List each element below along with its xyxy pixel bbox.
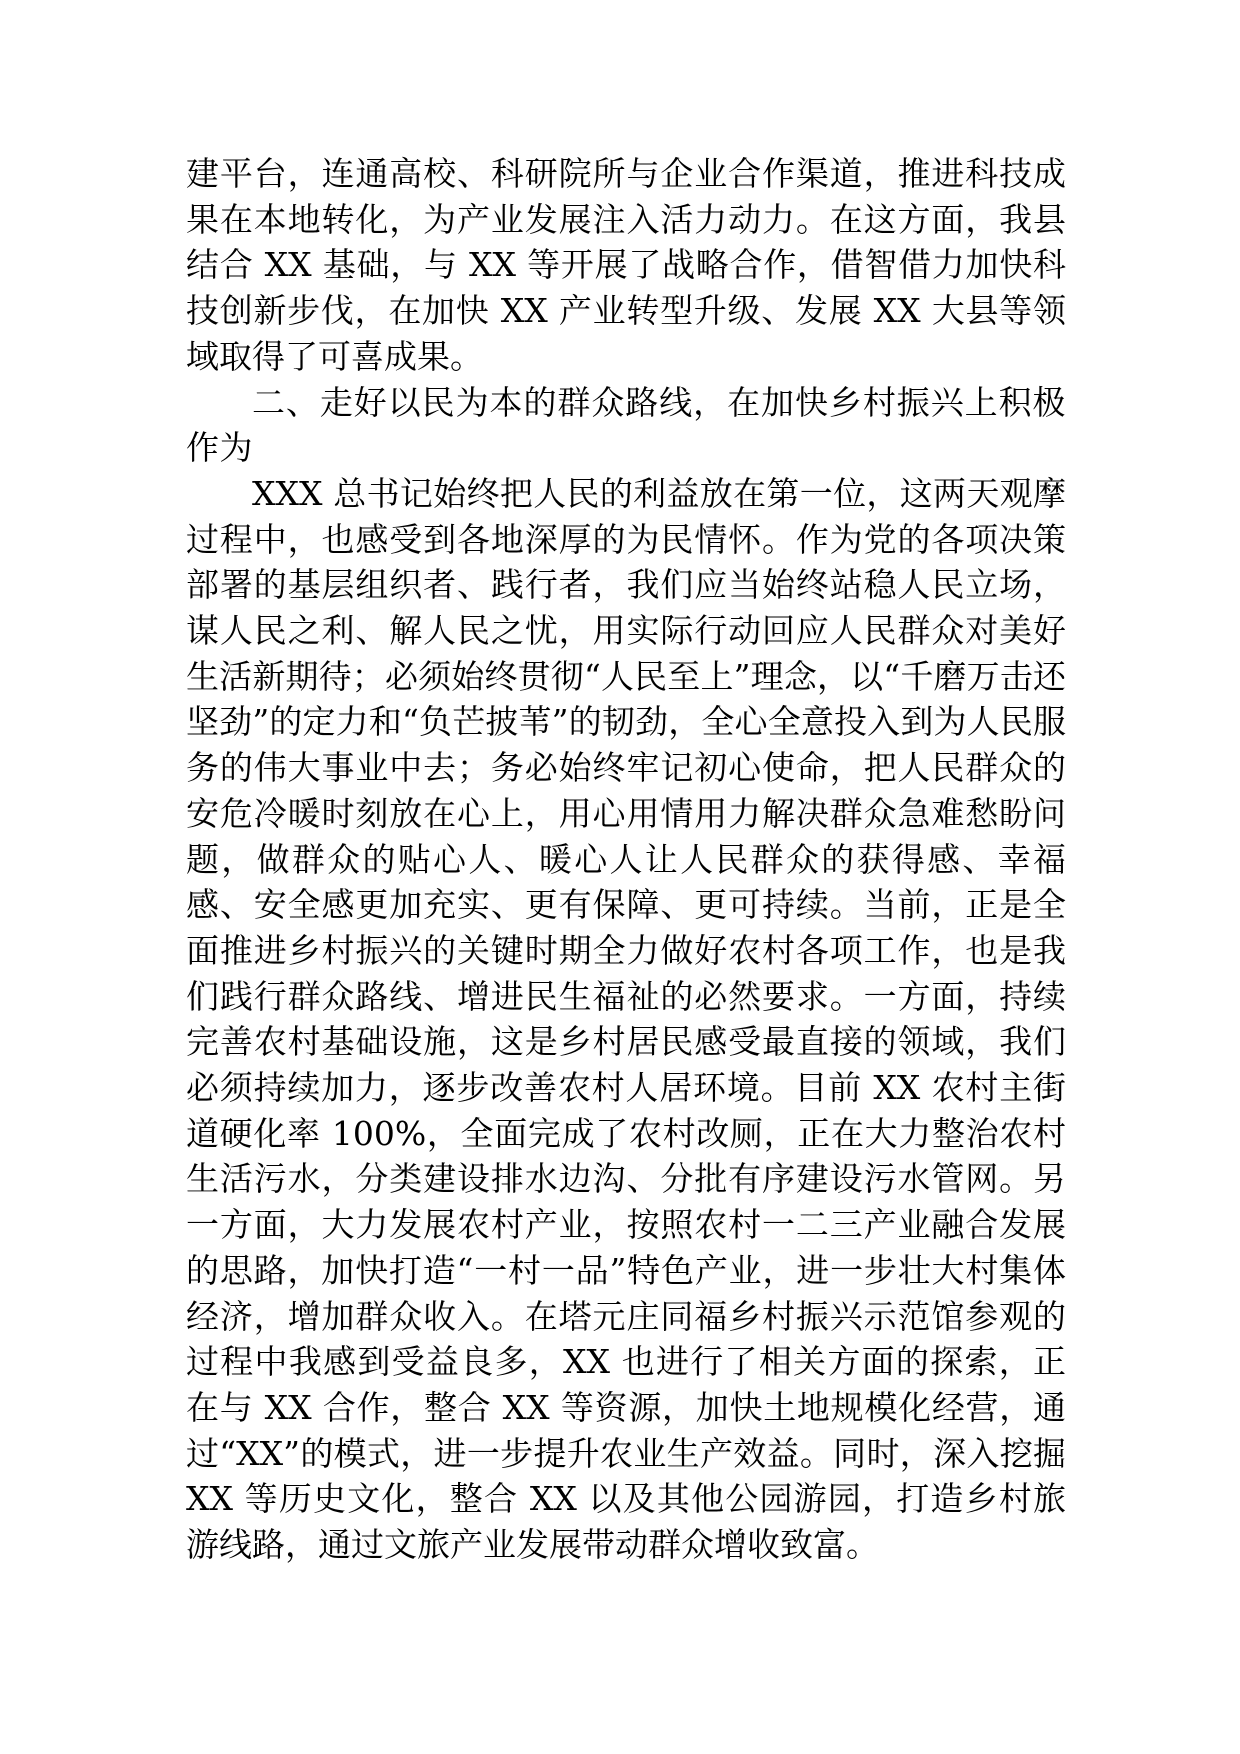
body-paragraph-continued: 建平台，连通高校、科研院所与企业合作渠道，推进科技成果在本地转化，为产业发展注入活力动力。在这方面，我县结合 XX 基础，与 XX 等开展了战略合作，借智借力加快科技创新步伐，在加快 XX 产业转型升级、发展 XX 大县等领域取得了可喜成果。 bbox=[186, 154, 1066, 376]
body-paragraph: XXX 总书记始终把人民的利益放在第一位，这两天观摩过程中，也感受到各地深厚的为民情怀。作为党的各项决策部署的基层组织者、践行者，我们应当始终站稳人民立场，谋人民之利、解人民之忧，用实际行动回应人民群众对美好生活新期待；必须始终贯彻“人民至上”理念，以“千磨万击还坚劲”的定力和“负芒披苇”的韧劲，全心全意投入到为人民服务的伟大事业中去；务必始终牢记初心使命，把人民群众的安危冷暖时刻放在心上，用心用情用力解决群众急难愁盼问题，做群众的贴心人、暖心人让人民群众的获得感、幸福感、安全感更加充实、更有保障、更可持续。当前，正是全面推进乡村振兴的关键时期全力做好农村各项工作，也是我们践行群众路线、增进民生福祉的必然要求。一方面，持续完善农村基础设施，这是乡村居民感受最直接的领域，我们必须持续加力，逐步改善农村人居环境。目前 XX 农村主街道硬化率 100%，全面完成了农村改厕，正在大力整治农村生活污水，分类建设排水边沟、分批有序建设污水管网。另一方面，大力发展农村产业，按照农村一二三产业融合发展的思路，加快打造“一村一品”特色产业，进一步壮大村集体经济，增加群众收入。在塔元庄同福乡村振兴示范馆参观的过程中我感到受益良多，XX 也进行了相关方面的探索，正在与 XX 合作，整合 XX 等资源，加快土地规模化经营，通过“XX”的模式，进一步提升农业生产效益。同时，深入挖掘 XX 等历史文化，整合 XX 以及其他公园游园，打造乡村旅游线路，通过文旅产业发展带动群众增收致富。 bbox=[186, 473, 1066, 1565]
document-page bbox=[186, 151, 1066, 1568]
section-heading: 二、走好以民为本的群众路线，在加快乡村振兴上积极作为 bbox=[186, 382, 1066, 468]
